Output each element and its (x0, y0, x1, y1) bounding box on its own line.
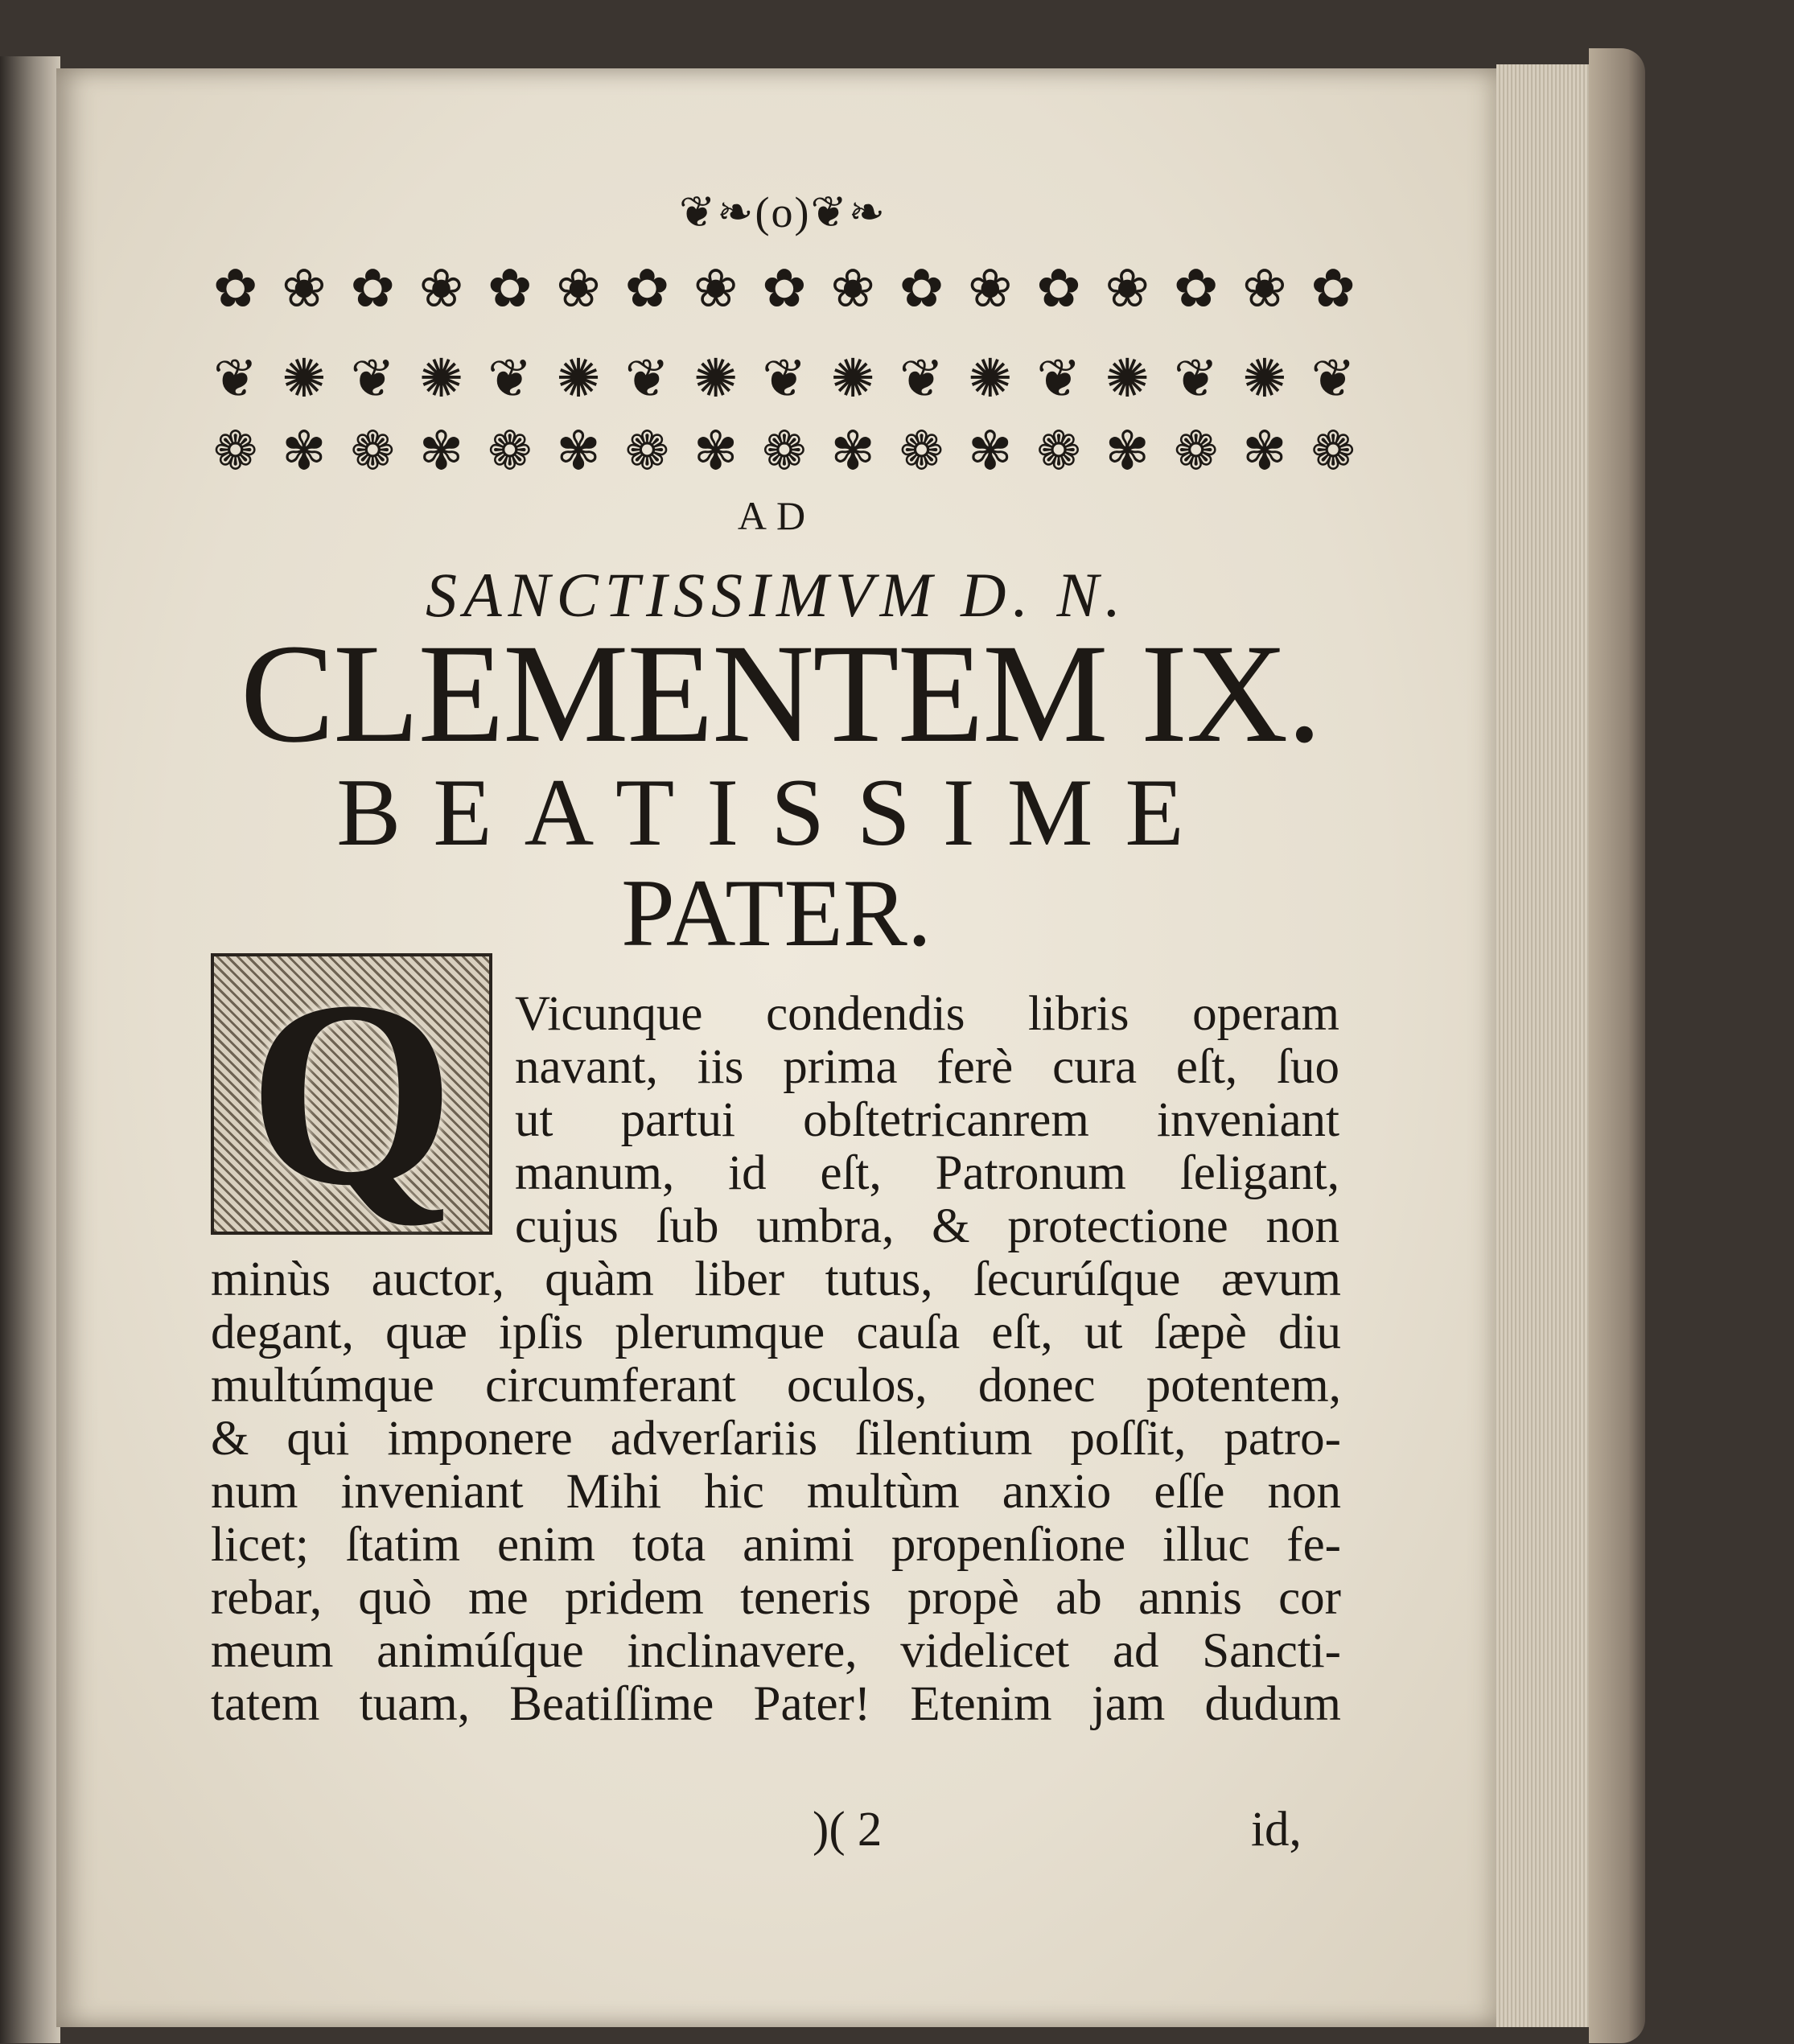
text-line: num inveniant Mihi hic multùm anxio eſſe non (211, 1465, 1341, 1519)
flower-ornament-icon: ✾ (556, 422, 601, 481)
page-footer (0, 1802, 1553, 1866)
flower-ornament-icon: ❁ (624, 422, 669, 481)
flower-ornament-icon: ✺ (968, 350, 1013, 409)
text-line: rebar, quò me pridem teneris propè ab annis cor (211, 1571, 1341, 1625)
flower-ornament-icon: ✺ (1105, 350, 1150, 409)
flower-ornament-icon: ✺ (282, 350, 327, 409)
heading-ad: AD (737, 493, 816, 538)
heading-pater: PATER. (621, 859, 932, 966)
flower-ornament-icon: ❁ (1173, 422, 1219, 481)
flower-ornament-icon: ❁ (762, 422, 807, 481)
flower-ornament-icon: ❀ (556, 260, 601, 319)
flower-ornament-icon: ❦ (213, 350, 258, 409)
flower-ornament-icon: ❁ (213, 422, 258, 481)
flower-ornament-icon: ❀ (968, 260, 1013, 319)
text-line: Vicunque condendis libris operam (515, 987, 1339, 1041)
text-line: multúmque circumferant oculos, donec potentem, (211, 1359, 1341, 1413)
full-paragraph (211, 1253, 1341, 1731)
heading-beatissime: BEATISSIME (336, 759, 1216, 866)
ornamental-band-row-3 (213, 418, 1356, 486)
flower-ornament-icon: ✿ (1036, 260, 1081, 319)
heading-clementem: CLEMENTEM IX. (240, 615, 1321, 772)
indented-paragraph (515, 988, 1339, 1253)
flower-ornament-icon: ❦ (1311, 350, 1356, 409)
left-page-edge (0, 56, 60, 2043)
flower-ornament-icon: ❦ (624, 350, 669, 409)
heading-sanctissimum: SANCTISSIMVM D. N. (426, 560, 1127, 630)
text-line: degant, quæ ipſis plerumque cauſa eſt, ut ſæpè diu (211, 1306, 1341, 1359)
flower-ornament-icon: ❁ (350, 422, 395, 481)
flower-ornament-icon: ❁ (1311, 422, 1356, 481)
flower-ornament-icon: ✾ (282, 422, 327, 481)
flower-ornament-icon: ❦ (762, 350, 807, 409)
flower-ornament-icon: ❦ (899, 350, 944, 409)
text-line: licet; ſtatim enim tota animi propenſione illuc fe- (211, 1518, 1341, 1572)
flower-ornament-icon: ✺ (418, 350, 464, 409)
flower-ornament-icon: ❀ (282, 260, 327, 319)
flower-ornament-icon: ❀ (1242, 260, 1287, 319)
flower-ornament-icon: ❦ (1173, 350, 1219, 409)
catchword: id, (1251, 1803, 1302, 1857)
flower-ornament-icon: ✿ (762, 260, 807, 319)
flower-ornament-icon: ✺ (693, 350, 739, 409)
text-line: tatem tuam, Beatiſſime Pater! Etenim jam dudum (211, 1677, 1341, 1731)
flower-ornament-icon: ❁ (488, 422, 533, 481)
text-line: cujus ſub umbra, & protectione non (515, 1199, 1339, 1253)
flower-ornament-icon: ❁ (899, 422, 944, 481)
flower-ornament-icon: ❁ (1036, 422, 1081, 481)
page-edges (1496, 64, 1589, 2027)
flower-ornament-icon: ✺ (830, 350, 875, 409)
flower-ornament-icon: ✿ (899, 260, 944, 319)
flower-ornament-icon: ✺ (556, 350, 601, 409)
flower-ornament-icon: ✿ (350, 260, 395, 319)
initial-letter: Q (248, 947, 455, 1240)
signature-mark: )( 2 (813, 1803, 883, 1857)
flower-ornament-icon: ❀ (418, 260, 464, 319)
flower-ornament-icon: ✺ (1242, 350, 1287, 409)
flower-ornament-icon: ❀ (830, 260, 875, 319)
text-line: navant, iis prima ferè cura eſt, ſuo (515, 1040, 1339, 1094)
ornamental-band-row-1 (213, 256, 1356, 323)
top-ornament: ❦❧(o)❦❧ (679, 187, 887, 236)
flower-ornament-icon: ✾ (968, 422, 1013, 481)
flower-ornament-icon: ❦ (350, 350, 395, 409)
text-line: & qui imponere adverſariis ſilentium poſſit, patro- (211, 1412, 1341, 1466)
book-spine (1589, 48, 1645, 2043)
flower-ornament-icon: ✿ (213, 260, 258, 319)
flower-ornament-icon: ❦ (1036, 350, 1081, 409)
flower-ornament-icon: ❀ (693, 260, 739, 319)
text-line: meum animúſque inclinavere, videlicet ad Sancti- (211, 1624, 1341, 1678)
flower-ornament-icon: ❦ (488, 350, 533, 409)
decorated-initial (211, 947, 492, 1240)
flower-ornament-icon: ✿ (1173, 260, 1219, 319)
text-line: ut partui obſtetricanrem inveniant (515, 1093, 1339, 1147)
flower-ornament-icon: ✾ (693, 422, 739, 481)
text-line: manum, id eſt, Patronum ſeligant, (515, 1146, 1339, 1200)
flower-ornament-icon: ✾ (1242, 422, 1287, 481)
flower-ornament-icon: ✾ (1105, 422, 1150, 481)
flower-ornament-icon: ❀ (1105, 260, 1150, 319)
flower-ornament-icon: ✿ (624, 260, 669, 319)
flower-ornament-icon: ✾ (418, 422, 464, 481)
flower-ornament-icon: ✾ (830, 422, 875, 481)
text-line: minùs auctor, quàm liber tutus, ſecurúſque ævum (211, 1252, 1341, 1306)
flower-ornament-icon: ✿ (1311, 260, 1356, 319)
flower-ornament-icon: ✿ (488, 260, 533, 319)
ornamental-band-row-2 (213, 346, 1356, 413)
